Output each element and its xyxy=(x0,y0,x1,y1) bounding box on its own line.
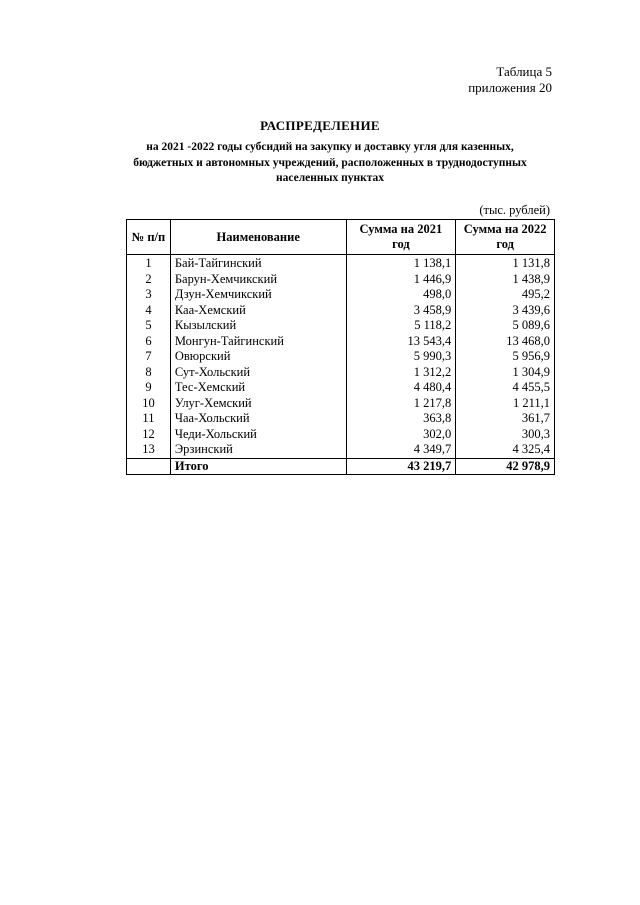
row-name: Сут-Хольский xyxy=(170,365,346,381)
appendix-number: приложения 20 xyxy=(468,80,552,95)
table-row xyxy=(127,365,555,381)
row-name: Бай-Тайгинский xyxy=(170,255,346,272)
row-number: 6 xyxy=(127,334,171,350)
row-value-2021: 4 480,4 xyxy=(346,380,456,396)
table-row xyxy=(127,303,555,319)
row-value-2022: 361,7 xyxy=(456,411,555,427)
row-number: 9 xyxy=(127,380,171,396)
row-number: 4 xyxy=(127,303,171,319)
row-value-2021: 1 446,9 xyxy=(346,272,456,288)
row-name: Улуг-Хемский xyxy=(170,396,346,412)
table-row xyxy=(127,380,555,396)
table-header-row xyxy=(127,220,555,255)
row-value-2022: 3 439,6 xyxy=(456,303,555,319)
row-name: Кызылский xyxy=(170,318,346,334)
table-row xyxy=(127,287,555,303)
row-value-2021: 363,8 xyxy=(346,411,456,427)
row-name: Каа-Хемский xyxy=(170,303,346,319)
table-body xyxy=(127,255,555,475)
document-subtitle: на 2021 -2022 годы субсидий на закупку и доставку угля для казенных, бюджетных и автономных учреждений, расположенных в труднодоступных населенных пунктах xyxy=(133,141,527,184)
units-label: (тыс. рублей) xyxy=(479,203,550,217)
row-value-2021: 1 217,8 xyxy=(346,396,456,412)
row-value-2021: 1 312,2 xyxy=(346,365,456,381)
row-name: Чеди-Хольский xyxy=(170,427,346,443)
row-name: Барун-Хемчикский xyxy=(170,272,346,288)
row-value-2022: 495,2 xyxy=(456,287,555,303)
appendix-reference xyxy=(468,64,552,96)
distribution-table xyxy=(126,219,555,475)
total-label: Итого xyxy=(170,458,346,475)
row-number: 2 xyxy=(127,272,171,288)
table-row xyxy=(127,318,555,334)
table-row xyxy=(127,349,555,365)
row-value-2021: 5 990,3 xyxy=(346,349,456,365)
row-number: 11 xyxy=(127,411,171,427)
row-number: 7 xyxy=(127,349,171,365)
row-name: Тес-Хемский xyxy=(170,380,346,396)
row-number: 3 xyxy=(127,287,171,303)
row-value-2022: 5 956,9 xyxy=(456,349,555,365)
row-value-2021: 5 118,2 xyxy=(346,318,456,334)
row-value-2022: 1 131,8 xyxy=(456,255,555,272)
total-value-2021: 43 219,7 xyxy=(346,458,456,475)
row-number: 10 xyxy=(127,396,171,412)
row-value-2022: 300,3 xyxy=(456,427,555,443)
row-value-2021: 1 138,1 xyxy=(346,255,456,272)
row-value-2022: 1 304,9 xyxy=(456,365,555,381)
column-header-2021: Сумма на 2021 год xyxy=(346,220,456,255)
row-value-2022: 13 468,0 xyxy=(456,334,555,350)
row-number: 5 xyxy=(127,318,171,334)
row-value-2022: 4 455,5 xyxy=(456,380,555,396)
table-row xyxy=(127,411,555,427)
document-title: РАСПРЕДЕЛЕНИЕ xyxy=(260,118,380,133)
column-header-name: Наименование xyxy=(170,220,346,255)
row-name: Чаа-Хольский xyxy=(170,411,346,427)
row-value-2022: 5 089,6 xyxy=(456,318,555,334)
row-value-2021: 3 458,9 xyxy=(346,303,456,319)
row-value-2022: 4 325,4 xyxy=(456,442,555,458)
row-name: Дзун-Хемчикский xyxy=(170,287,346,303)
total-empty-cell xyxy=(127,458,171,475)
table-row xyxy=(127,334,555,350)
total-row xyxy=(127,458,555,475)
table-row xyxy=(127,255,555,272)
column-header-number: № п/п xyxy=(127,220,171,255)
total-value-2022: 42 978,9 xyxy=(456,458,555,475)
row-value-2022: 1 211,1 xyxy=(456,396,555,412)
column-header-2022: Сумма на 2022 год xyxy=(456,220,555,255)
row-value-2021: 498,0 xyxy=(346,287,456,303)
row-value-2021: 4 349,7 xyxy=(346,442,456,458)
row-name: Монгун-Тайгинский xyxy=(170,334,346,350)
table-number: Таблица 5 xyxy=(496,64,552,79)
row-name: Овюрский xyxy=(170,349,346,365)
row-number: 8 xyxy=(127,365,171,381)
row-number: 1 xyxy=(127,255,171,272)
row-number: 13 xyxy=(127,442,171,458)
table-row xyxy=(127,396,555,412)
row-value-2021: 13 543,4 xyxy=(346,334,456,350)
row-name: Эрзинский xyxy=(170,442,346,458)
table-row xyxy=(127,272,555,288)
row-value-2022: 1 438,9 xyxy=(456,272,555,288)
table-row xyxy=(127,442,555,458)
row-number: 12 xyxy=(127,427,171,443)
row-value-2021: 302,0 xyxy=(346,427,456,443)
table-row xyxy=(127,427,555,443)
